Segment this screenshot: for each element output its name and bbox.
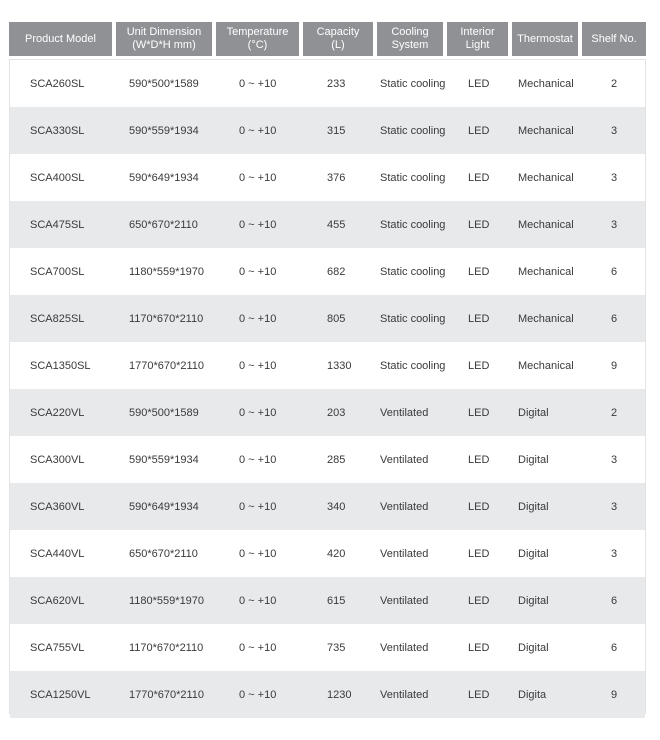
cell-cooling-system: Ventilated	[380, 500, 429, 513]
cell-interior-light: LED	[468, 594, 490, 607]
cell-temperature: 0 ~ +10	[239, 265, 277, 278]
cell-capacity: 285	[327, 453, 346, 466]
header-label: Product Model	[25, 32, 96, 45]
table-row	[10, 530, 645, 577]
cell-capacity: 735	[327, 641, 346, 654]
cell-shelf-no: 3	[611, 218, 618, 231]
cell-product-model: SCA260SL	[30, 77, 85, 90]
cell-capacity: 233	[327, 77, 346, 90]
cell-cooling-system: Ventilated	[380, 547, 429, 560]
table-header	[0, 22, 660, 56]
cell-interior-light: LED	[468, 500, 490, 513]
cell-unit-dimension: 590*649*1934	[129, 171, 199, 184]
cell-shelf-no: 2	[611, 406, 618, 419]
cell-interior-light: LED	[468, 171, 490, 184]
cell-temperature: 0 ~ +10	[239, 453, 277, 466]
cell-cooling-system: Ventilated	[380, 406, 429, 419]
cell-interior-light: LED	[468, 453, 490, 466]
cell-capacity: 203	[327, 406, 346, 419]
cell-unit-dimension: 1180*559*1970	[129, 594, 205, 607]
cell-interior-light: LED	[468, 547, 490, 560]
cell-thermostat: Digital	[518, 500, 549, 513]
cell-thermostat: Digital	[518, 641, 549, 654]
cell-product-model: SCA1350SL	[30, 359, 91, 372]
table-row	[10, 624, 645, 671]
cell-unit-dimension: 1180*559*1970	[129, 265, 205, 278]
cell-cooling-system: Static cooling	[380, 171, 446, 184]
cell-temperature: 0 ~ +10	[239, 641, 277, 654]
spec-table-body	[9, 59, 646, 714]
cell-thermostat: Digita	[518, 688, 547, 701]
cell-cooling-system: Static cooling	[380, 77, 446, 90]
cell-cooling-system: Static cooling	[380, 124, 446, 137]
cell-shelf-no: 3	[611, 171, 618, 184]
cell-thermostat: Mechanical	[518, 218, 574, 231]
header-label: Temperature (°C)	[226, 26, 289, 51]
header-thermostat	[512, 22, 578, 56]
cell-shelf-no: 3	[611, 453, 618, 466]
cell-shelf-no: 3	[611, 124, 618, 137]
table-row	[10, 483, 645, 530]
cell-product-model: SCA700SL	[30, 265, 85, 278]
cell-capacity: 1230	[327, 688, 352, 701]
header-unit-dimension	[116, 22, 212, 56]
cell-thermostat: Mechanical	[518, 265, 574, 278]
cell-thermostat: Mechanical	[518, 359, 574, 372]
header-label: Cooling System	[391, 26, 429, 51]
cell-thermostat: Mechanical	[518, 124, 574, 137]
cell-temperature: 0 ~ +10	[239, 77, 277, 90]
cell-temperature: 0 ~ +10	[239, 547, 277, 560]
cell-temperature: 0 ~ +10	[239, 171, 277, 184]
cell-product-model: SCA620VL	[30, 594, 85, 607]
cell-cooling-system: Static cooling	[380, 218, 446, 231]
cell-product-model: SCA330SL	[30, 124, 85, 137]
cell-unit-dimension: 590*500*1589	[129, 406, 199, 419]
table-row	[10, 389, 645, 436]
cell-capacity: 615	[327, 594, 346, 607]
cell-interior-light: LED	[468, 641, 490, 654]
header-label: Unit Dimension (W*D*H mm)	[126, 26, 202, 51]
cell-unit-dimension: 1770*670*2110	[129, 359, 205, 372]
cell-cooling-system: Ventilated	[380, 688, 429, 701]
cell-thermostat: Mechanical	[518, 171, 574, 184]
cell-temperature: 0 ~ +10	[239, 312, 277, 325]
cell-thermostat: Digital	[518, 594, 549, 607]
cell-product-model: SCA400SL	[30, 171, 85, 184]
header-shelf-no	[582, 22, 646, 56]
cell-capacity: 805	[327, 312, 346, 325]
cell-thermostat: Digital	[518, 406, 549, 419]
cell-interior-light: LED	[468, 77, 490, 90]
cell-interior-light: LED	[468, 406, 490, 419]
cell-shelf-no: 3	[611, 500, 618, 513]
cell-capacity: 455	[327, 218, 346, 231]
table-row	[10, 107, 645, 154]
cell-product-model: SCA440VL	[30, 547, 85, 560]
table-row	[10, 201, 645, 248]
cell-temperature: 0 ~ +10	[239, 500, 277, 513]
cell-cooling-system: Static cooling	[380, 265, 446, 278]
cell-shelf-no: 6	[611, 594, 618, 607]
cell-unit-dimension: 590*500*1589	[129, 77, 199, 90]
cell-product-model: SCA300VL	[30, 453, 85, 466]
table-row	[10, 436, 645, 483]
cell-interior-light: LED	[468, 312, 490, 325]
header-product-model	[9, 22, 112, 56]
cell-thermostat: Digital	[518, 547, 549, 560]
cell-temperature: 0 ~ +10	[239, 594, 277, 607]
cell-capacity: 1330	[327, 359, 352, 372]
cell-thermostat: Digital	[518, 453, 549, 466]
cell-cooling-system: Static cooling	[380, 359, 446, 372]
table-row	[10, 248, 645, 295]
cell-product-model: SCA1250VL	[30, 688, 91, 701]
cell-shelf-no: 9	[611, 688, 618, 701]
cell-shelf-no: 6	[611, 265, 618, 278]
cell-capacity: 340	[327, 500, 346, 513]
header-capacity	[303, 22, 373, 56]
table-row	[10, 295, 645, 342]
cell-product-model: SCA475SL	[30, 218, 85, 231]
cell-cooling-system: Ventilated	[380, 594, 429, 607]
cell-interior-light: LED	[468, 265, 490, 278]
table-row	[10, 60, 645, 107]
cell-product-model: SCA755VL	[30, 641, 85, 654]
cell-thermostat: Mechanical	[518, 77, 574, 90]
cell-temperature: 0 ~ +10	[239, 406, 277, 419]
cell-unit-dimension: 590*649*1934	[129, 500, 199, 513]
cell-unit-dimension: 590*559*1934	[129, 453, 199, 466]
cell-capacity: 376	[327, 171, 346, 184]
header-cooling-system	[377, 22, 443, 56]
cell-temperature: 0 ~ +10	[239, 688, 277, 701]
table-row	[10, 154, 645, 201]
cell-cooling-system: Ventilated	[380, 453, 429, 466]
header-temperature	[216, 22, 299, 56]
cell-shelf-no: 9	[611, 359, 618, 372]
cell-unit-dimension: 1170*670*2110	[129, 641, 204, 654]
cell-product-model: SCA360VL	[30, 500, 85, 513]
header-label: Capacity (L)	[316, 26, 360, 51]
cell-cooling-system: Static cooling	[380, 312, 446, 325]
cell-capacity: 682	[327, 265, 346, 278]
cell-unit-dimension: 650*670*2110	[129, 218, 198, 231]
cell-temperature: 0 ~ +10	[239, 359, 277, 372]
header-label: Shelf No.	[591, 32, 637, 45]
cell-product-model: SCA825SL	[30, 312, 85, 325]
cell-unit-dimension: 1170*670*2110	[129, 312, 204, 325]
table-row	[10, 577, 645, 624]
cell-unit-dimension: 1770*670*2110	[129, 688, 205, 701]
cell-temperature: 0 ~ +10	[239, 218, 277, 231]
cell-interior-light: LED	[468, 688, 490, 701]
cell-capacity: 420	[327, 547, 346, 560]
cell-temperature: 0 ~ +10	[239, 124, 277, 137]
header-label: Thermostat	[517, 32, 573, 45]
cell-interior-light: LED	[468, 124, 490, 137]
cell-shelf-no: 2	[611, 77, 618, 90]
table-row	[10, 671, 645, 718]
table-row	[10, 342, 645, 389]
cell-cooling-system: Ventilated	[380, 641, 429, 654]
header-interior-light	[447, 22, 508, 56]
cell-unit-dimension: 590*559*1934	[129, 124, 199, 137]
cell-unit-dimension: 650*670*2110	[129, 547, 198, 560]
cell-shelf-no: 6	[611, 312, 618, 325]
cell-product-model: SCA220VL	[30, 406, 85, 419]
cell-capacity: 315	[327, 124, 346, 137]
cell-interior-light: LED	[468, 218, 490, 231]
cell-shelf-no: 6	[611, 641, 618, 654]
cell-interior-light: LED	[468, 359, 490, 372]
header-label: Interior Light	[460, 26, 495, 51]
cell-shelf-no: 3	[611, 547, 618, 560]
cell-thermostat: Mechanical	[518, 312, 574, 325]
